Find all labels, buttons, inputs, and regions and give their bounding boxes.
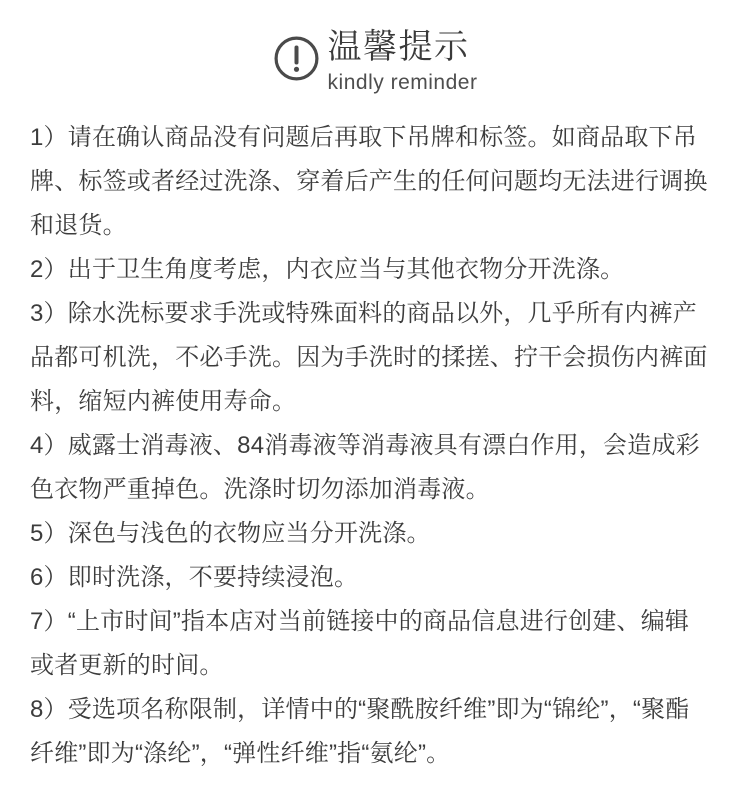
exclamation-circle-icon <box>273 35 320 82</box>
note-item-3: 3）除水洗标要求手洗或特殊面料的商品以外，几乎所有内裤产品都可机洗，不必手洗。因为手洗时的揉搓、拧干会损伤内裤面料，缩短内裤使用寿命。 <box>30 300 708 415</box>
reminder-header <box>0 0 750 95</box>
note-item-4: 4）威露士消毒液、84消毒液等消毒液具有漂白作用，会造成彩色衣物严重掉色。洗涤时切勿添加消毒液。 <box>30 432 700 503</box>
note-item-7: 7）“上市时间”指本店对当前链接中的商品信息进行创建、编辑或者更新的时间。 <box>30 608 690 679</box>
note-item-6: 6）即时洗涤，不要持续浸泡。 <box>30 564 359 591</box>
note-item-2: 2）出于卫生角度考虑，内衣应当与其他衣物分开洗涤。 <box>30 256 625 283</box>
note-item-8: 8）受选项名称限制，详情中的“聚酰胺纤维”即为“锦纶”，“聚酯纤维”即为“涤纶”，“弹性纤维”指“氨纶”。 <box>30 696 690 767</box>
header-text-block <box>328 28 478 95</box>
notes-list <box>0 116 710 776</box>
note-item-1: 1）请在确认商品没有问题后再取下吊牌和标签。如商品取下吊牌、标签或者经过洗涤、穿着后产生的任何问题均无法进行调换和退货。 <box>30 124 708 239</box>
page-subtitle: kindly reminder <box>327 71 478 94</box>
note-item-5: 5）深色与浅色的衣物应当分开洗涤。 <box>30 520 431 547</box>
page-title: 温馨提示 <box>327 28 470 66</box>
